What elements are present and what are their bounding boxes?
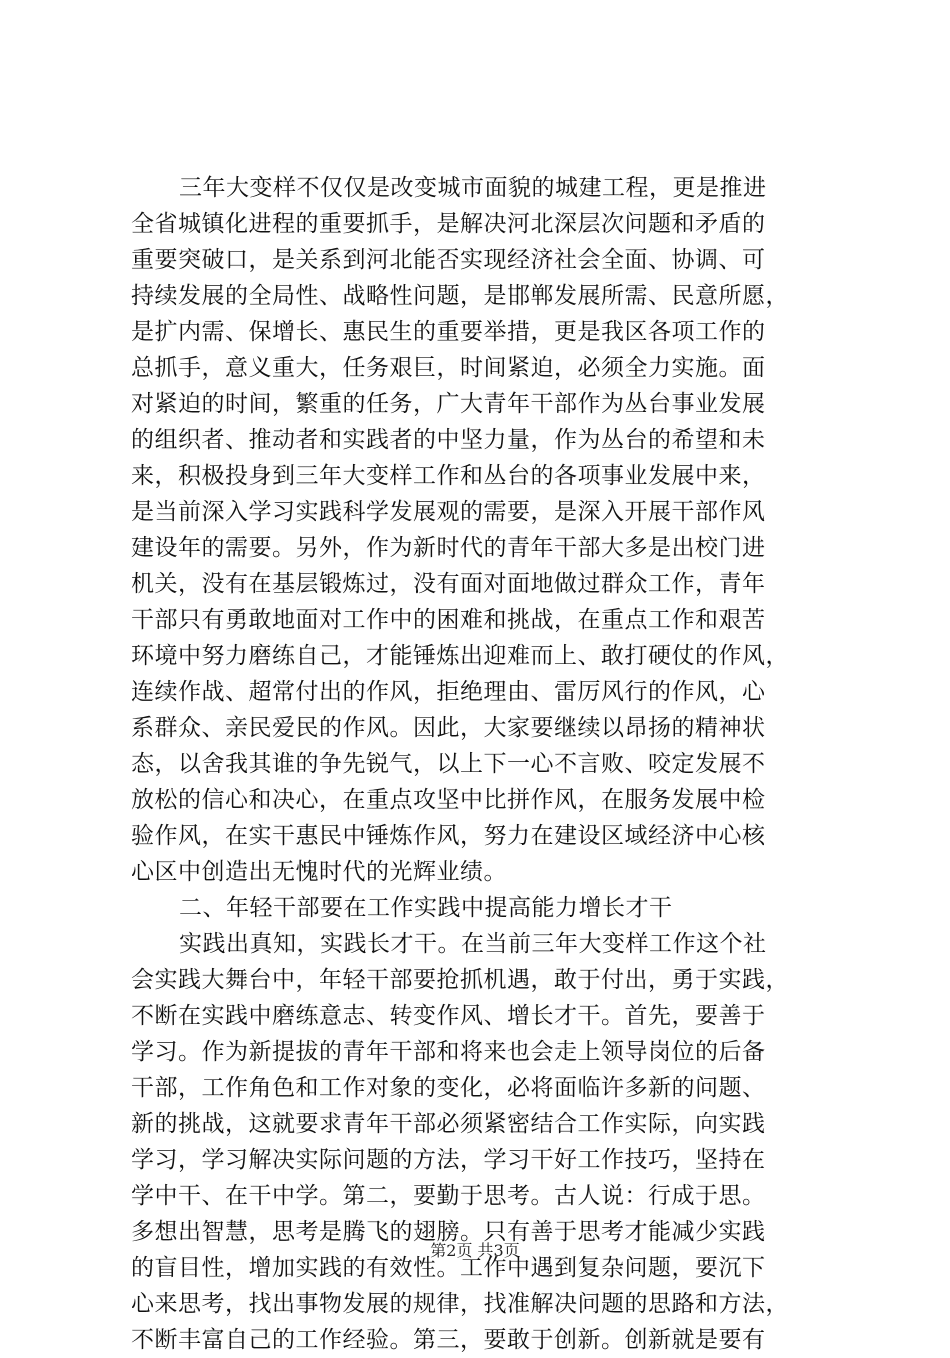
text-line: 的盲目性，增加实践的有效性。工作中遇到复杂问题，要沉下 — [131, 1255, 766, 1281]
text-line: 不断丰富自己的工作经验。第三，要敢于创新。创新就是要有 — [131, 1327, 766, 1353]
text-line: 验作风，在实干惠民中锤炼作风，努力在建设区域经济中心核 — [131, 823, 766, 849]
text-line: 来，积极投身到三年大变样工作和丛台的各项事业发展中来， — [131, 463, 766, 489]
text-line: 三年大变样不仅仅是改变城市面貌的城建工程，更是推进 — [179, 175, 767, 201]
text-line: 干部只有勇敢地面对工作中的困难和挑战，在重点工作和艰苦 — [131, 607, 766, 633]
text-line: 干部，工作角色和工作对象的变化，必将面临许多新的问题、 — [131, 1075, 766, 1101]
text-line: 心来思考，找出事物发展的规律，找准解决问题的思路和方法， — [131, 1291, 789, 1317]
text-line: 会实践大舞台中，年轻干部要抢抓机遇，敢于付出，勇于实践， — [131, 967, 789, 993]
text-line: 的组织者、推动者和实践者的中坚力量，作为丛台的希望和未 — [131, 427, 766, 453]
text-line: 学中干、在干中学。第二，要勤于思考。古人说：行成于思。 — [131, 1183, 766, 1209]
text-line: 全省城镇化进程的重要抓手，是解决河北深层次问题和矛盾的 — [131, 211, 766, 237]
text-line: 多想出智慧，思考是腾飞的翅膀。只有善于思考才能减少实践 — [131, 1219, 766, 1245]
text-line: 系群众、亲民爱民的作风。因此，大家要继续以昂扬的精神状 — [131, 715, 766, 741]
text-line: 总抓手，意义重大，任务艰巨，时间紧迫，必须全力实施。面 — [131, 355, 766, 381]
text-line: 机关，没有在基层锻炼过，没有面对面地做过群众工作，青年 — [131, 571, 766, 597]
text-line: 环境中努力磨练自己，才能锤炼出迎难而上、敢打硬仗的作风， — [131, 643, 789, 669]
text-line: 对紧迫的时间，繁重的任务，广大青年干部作为丛台事业发展 — [131, 391, 766, 417]
document-body — [131, 170, 831, 1358]
text-line: 学习，学习解决实际问题的方法，学习干好工作技巧，坚持在 — [131, 1147, 766, 1173]
text-line: 是当前深入学习实践科学发展观的需要，是深入开展干部作风 — [131, 499, 766, 525]
text-line: 学习。作为新提拔的青年干部和将来也会走上领导岗位的后备 — [131, 1039, 766, 1065]
text-line: 态，以舍我其谁的争先锐气，以上下一心不言败、咬定发展不 — [131, 751, 766, 777]
text-line: 放松的信心和决心，在重点攻坚中比拼作风，在服务发展中检 — [131, 787, 766, 813]
text-line: 新的挑战，这就要求青年干部必须紧密结合工作实际，向实践 — [131, 1111, 766, 1137]
text-line: 心区中创造出无愧时代的光辉业绩。 — [131, 859, 507, 885]
text-line: 不断在实践中磨练意志、转变作风、增长才干。首先，要善于 — [131, 1003, 766, 1029]
text-line: 实践出真知，实践长才干。在当前三年大变样工作这个社 — [179, 931, 767, 957]
text-line: 重要突破口，是关系到河北能否实现经济社会全面、协调、可 — [131, 247, 766, 273]
text-line: 是扩内需、保增长、惠民生的重要举措，更是我区各项工作的 — [131, 319, 766, 345]
text-line: 建设年的需要。另外，作为新时代的青年干部大多是出校门进 — [131, 535, 766, 561]
text-line: 持续发展的全局性、战略性问题，是邯郸发展所需、民意所愿， — [131, 283, 789, 309]
section-heading: 二、年轻干部要在工作实践中提高能力增长才干 — [179, 895, 673, 921]
text-line: 连续作战、超常付出的作风，拒绝理由、雷厉风行的作风，心 — [131, 679, 766, 705]
page-number-footer: 第2页 共3页 — [430, 1241, 520, 1260]
